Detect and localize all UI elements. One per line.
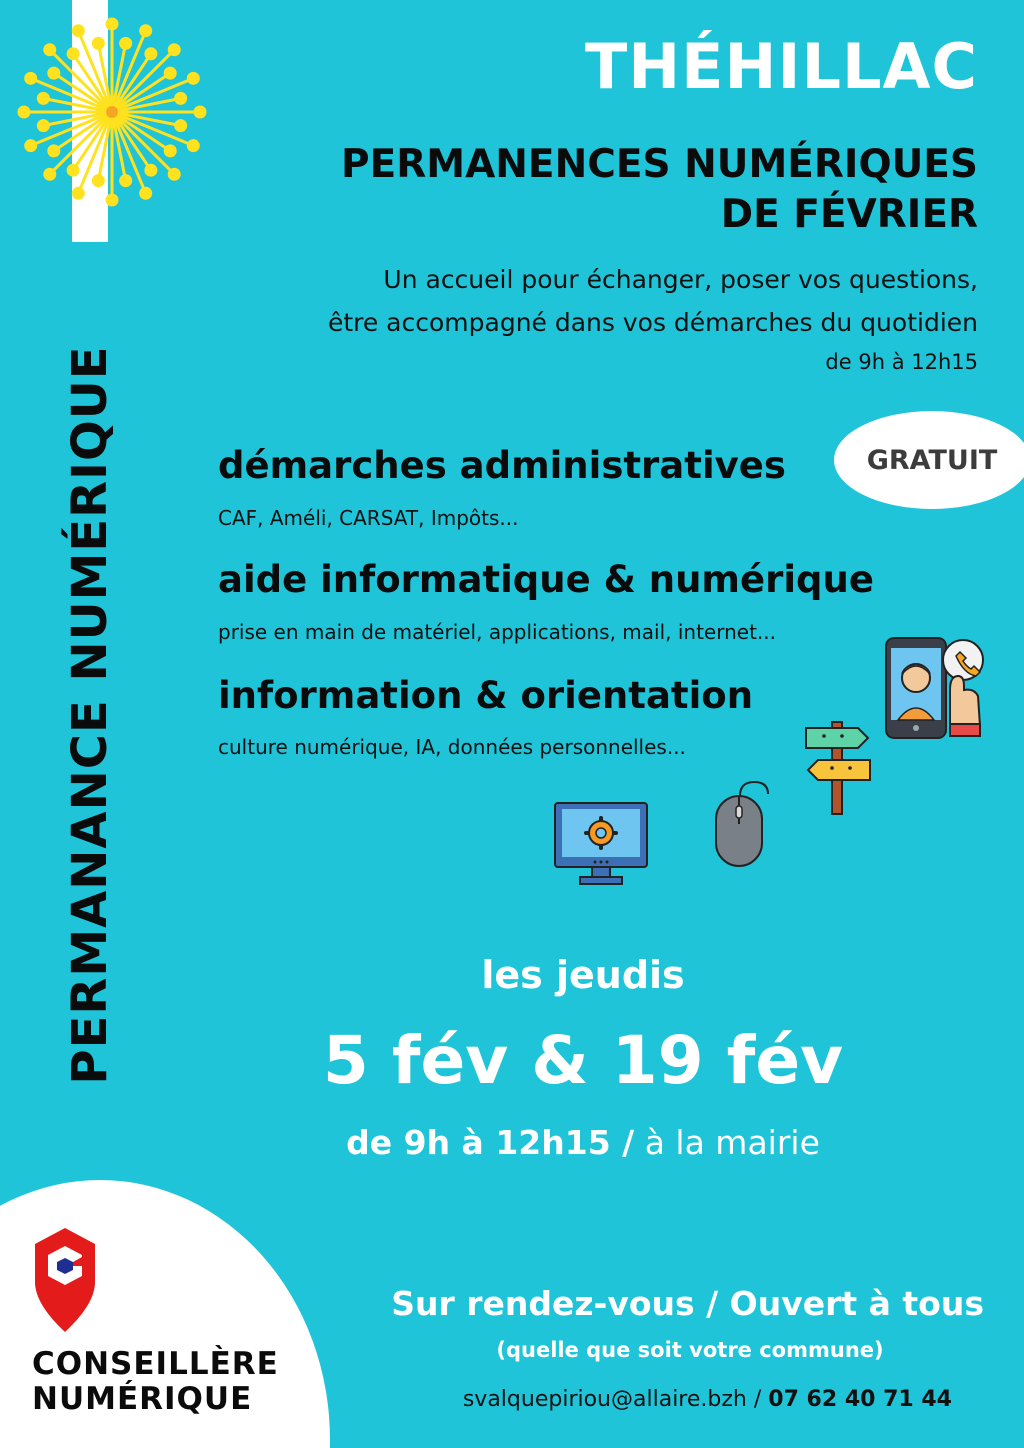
side-title: PERMANANCE NUMÉRIQUE	[62, 345, 118, 1085]
service-title: démarches administratives	[218, 444, 786, 487]
schedule-place: à la mairie	[644, 1123, 820, 1162]
appointment-note: (quelle que soit votre commune)	[496, 1338, 884, 1362]
logo-line2: NUMÉRIQUE	[32, 1381, 253, 1417]
contact-separator: /	[753, 1387, 762, 1412]
mouse-icon	[712, 774, 774, 870]
video-call-phone-icon	[880, 630, 990, 742]
location-pin-logo-icon	[32, 1226, 98, 1334]
schedule-days: les jeudis	[481, 953, 685, 997]
sun-burst-icon	[16, 12, 208, 212]
service-title: aide informatique & numérique	[218, 558, 874, 601]
appointment-info: Sur rendez-vous / Ouvert à tous	[391, 1284, 984, 1323]
service-detail: culture numérique, IA, données personnelles...	[218, 735, 686, 759]
free-badge	[834, 411, 1024, 509]
page-title-line2: DE FÉVRIER	[720, 192, 978, 237]
contact-email[interactable]: svalquepiriou@allaire.bzh	[462, 1387, 747, 1412]
intro-line1: Un accueil pour échanger, poser vos questions,	[383, 265, 978, 294]
contact-phone[interactable]: 07 62 40 71 44	[768, 1387, 952, 1412]
service-detail: prise en main de matériel, applications, mail, internet...	[218, 620, 776, 644]
signpost-icon	[802, 718, 874, 818]
schedule-time-place	[270, 1123, 896, 1162]
service-detail: CAF, Améli, CARSAT, Impôts...	[218, 506, 519, 530]
service-title: information & orientation	[218, 674, 754, 717]
contact-line	[463, 1387, 952, 1412]
intro-hours: de 9h à 12h15	[825, 350, 978, 374]
schedule-dates: 5 fév & 19 fév	[322, 1022, 844, 1099]
logo-line1: CONSEILLÈRE	[32, 1346, 279, 1382]
town-name: THÉHILLAC	[585, 30, 978, 103]
page-title-line1: PERMANENCES NUMÉRIQUES	[341, 142, 978, 187]
computer-settings-icon	[552, 800, 650, 888]
schedule-time: de 9h à 12h15 /	[346, 1123, 635, 1162]
intro-line2: être accompagné dans vos démarches du quotidien	[327, 308, 978, 337]
free-badge-label: GRATUIT	[866, 444, 998, 476]
